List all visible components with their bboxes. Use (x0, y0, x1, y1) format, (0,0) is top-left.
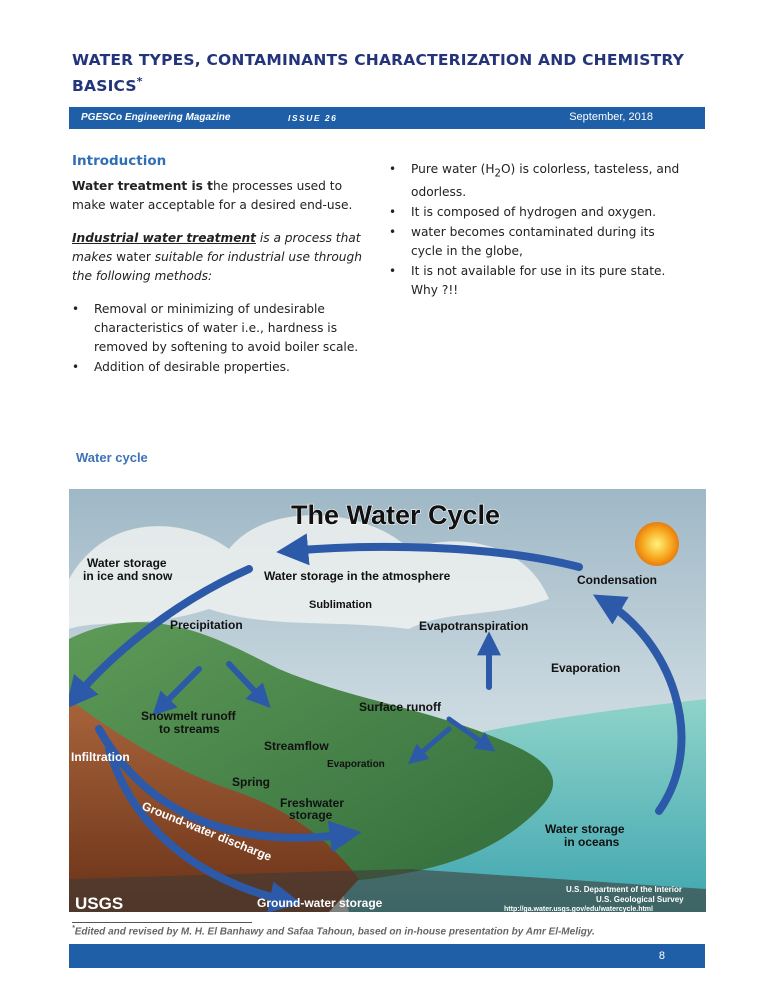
water-cycle-illustration (69, 489, 706, 912)
label-freshwater-2: storage (289, 808, 333, 822)
intro-bold: Water treatment is t (72, 179, 213, 193)
industrial-text-c: suitable for industrial use through the following methods: (72, 250, 362, 283)
intro-paragraph (72, 177, 372, 215)
label-atmosphere: Water storage in the atmosphere (264, 569, 451, 583)
label-streamflow: Streamflow (264, 739, 329, 753)
footnote-text: Edited and revised by M. H. El Banhawy and Safaa Tahoun, based on in-house presentation by Amr El-Meligy. (74, 926, 595, 938)
footnote-marker: * (136, 75, 143, 88)
industrial-title: Industrial water treatment (72, 231, 256, 245)
footnote (72, 925, 712, 937)
right-column (389, 160, 689, 301)
industrial-paragraph (72, 229, 372, 286)
label-evaporation: Evaporation (551, 661, 621, 675)
list-item (389, 160, 689, 202)
left-column (72, 152, 372, 378)
issue-date: September, 2018 (569, 111, 653, 123)
magazine-name: PGESCo Engineering Magazine (81, 112, 231, 123)
label-sublimation: Sublimation (309, 599, 372, 611)
industrial-text-b: water (112, 250, 155, 264)
label-oceans-2: in oceans (564, 835, 620, 849)
label-survey: U.S. Geological Survey (596, 895, 684, 904)
list-item: • water becomes contaminated during its cycle in the globe, (389, 223, 689, 261)
label-oceans: Water storage (545, 822, 625, 836)
footer-bar (69, 944, 705, 968)
list-item: • Addition of desirable properties. (72, 358, 372, 377)
list-item: • It is not available for use in its pure state. Why ?!! (389, 262, 689, 300)
label-ice-snow: Water storage (87, 556, 167, 570)
pure-water-list (389, 160, 689, 300)
source-url: http://ga.water.usgs.gov/edu/watercycle.html (504, 906, 653, 912)
intro-heading: Introduction (72, 153, 167, 169)
footnote-marker: * (72, 925, 75, 932)
list-text: Pure water (H (411, 162, 495, 176)
label-condensation: Condensation (577, 573, 657, 587)
list-item: • It is composed of hydrogen and oxygen. (389, 203, 689, 222)
label-spring: Spring (232, 775, 270, 789)
label-ice-snow-2: in ice and snow (83, 569, 173, 583)
subscript: 2 (494, 168, 501, 180)
issue-number: ISSUE 26 (288, 113, 338, 123)
label-snowmelt: Snowmelt runoff (141, 709, 236, 723)
label-dept: U.S. Department of the Interior (566, 885, 683, 894)
usgs-logo: USGS (75, 894, 124, 912)
sun-icon (635, 522, 679, 566)
label-freshwater: Freshwater (280, 796, 345, 810)
list-item: • Removal or minimizing of undesirable characteristics of water i.e., hardness is removed by softening to avoid boiler scale. (72, 300, 372, 357)
intro-rest: he processes used to make water acceptable for a desired end-use. (72, 179, 353, 212)
list-text: O) is colorless, tasteless, and odorless. (411, 162, 680, 200)
label-ground-storage: Ground-water storage (257, 896, 383, 910)
label-precipitation: Precipitation (170, 618, 243, 632)
header-bar (69, 107, 705, 129)
methods-list (72, 300, 372, 377)
label-evapotranspiration: Evapotranspiration (419, 619, 529, 633)
label-evaporation-small: Evaporation (327, 759, 385, 770)
water-cycle-heading: Water cycle (76, 450, 148, 465)
page-number: 8 (658, 950, 665, 962)
footnote-rule (72, 922, 252, 923)
industrial-text-a: is a process that makes (72, 231, 361, 264)
label-infiltration: Infiltration (71, 750, 130, 764)
diagram-title: The Water Cycle (291, 500, 501, 530)
label-ground-discharge: Ground-water discharge (139, 798, 274, 864)
label-surface-runoff: Surface runoff (359, 700, 442, 714)
water-cycle-diagram (69, 489, 706, 912)
document-title-text: WATER TYPES, CONTAMINANTS CHARACTERIZATION AND CHEMISTRY BASICS (72, 51, 685, 96)
document-title (72, 50, 712, 97)
label-snowmelt-2: to streams (159, 722, 220, 736)
